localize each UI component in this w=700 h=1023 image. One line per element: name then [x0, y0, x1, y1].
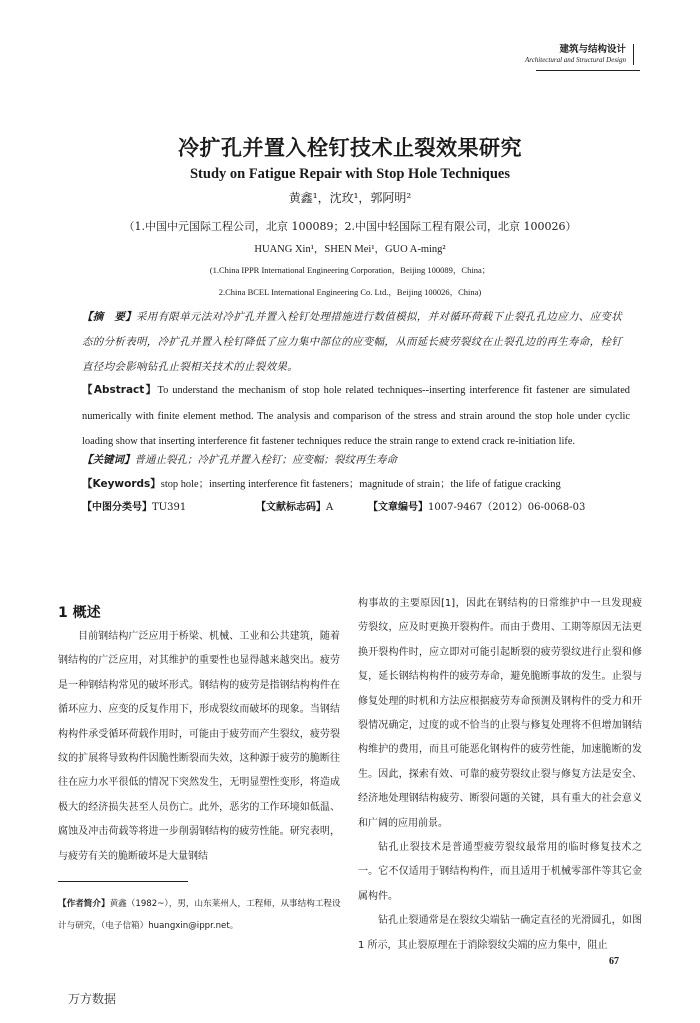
keywords-cn: [82, 452, 630, 467]
affiliations-cn: （1.中国中元国际工程公司，北京 100089；2.中国中轻国际工程有限公司，北京 100026）: [123, 220, 577, 233]
header-rule: [536, 70, 640, 71]
body-paragraph: 构事故的主要原因[1]，因此在钢结构的日常维护中一旦发现疲劳裂纹，应及时更换开裂构件。而由于费用、工期等原因无法更换开裂构件时，应立即对可能引起断裂的疲劳裂纹进行止裂和修复，延长钢结构构件的疲劳寿命，避免脆断事故的发生。止裂与修复处理的时机和方法应根据疲劳寿命预测及钢构件的受力和开裂情况确定，过度的或不恰当的止裂与修复处理将不但增加钢结构维护的费用，而且可能恶化钢构件的疲劳性能，加速脆断的发生。因此，探索有效、可靠的疲劳裂纹止裂与修复方法是安全、经济地处理钢结构疲劳、断裂问题的关键，具有重大的社会意义和广阔的应用前景。: [358, 598, 642, 829]
paper-title-cn: 冷扩孔并置入栓钉技术止裂效果研究: [178, 136, 522, 160]
section-heading-overview: 1 概述: [58, 605, 101, 621]
body-column-left: [58, 625, 340, 869]
footnote-text: 黄鑫（1982~），男，山东莱州人，工程师，从事结构工程设计与研究，（电子信箱）huangxin@ippr.net。: [58, 899, 341, 931]
authors-cn: 黄鑫¹，沈玫¹，郭阿明²: [288, 191, 412, 205]
body-paragraph: 钻孔止裂通常是在裂纹尖端钻一确定直径的光滑圆孔，如图 1 所示，其止裂原理在于消除裂纹尖端的应力集中，阻止: [358, 915, 642, 951]
keywords-cn-tag: 【关键词】: [82, 454, 135, 466]
clc-number: 【中图分类号】TU391: [82, 502, 187, 513]
abstract-en-tag: 【Abstract】: [82, 384, 158, 396]
paper-title-en: Study on Fatigue Repair with Stop Hole Techniques: [189, 166, 510, 182]
footnote-tag: 【作者简介】: [58, 899, 110, 909]
page-number: 67: [609, 956, 619, 967]
abstract-cn-text: 采用有限单元法对冷扩孔并置入栓钉处理措施进行数值模拟，并对循环荷载下止裂孔孔边应力、应变状态的分析表明，冷扩孔并置入栓钉降低了应力集中部位的应变幅，从而延长疲劳裂纹在止裂孔边的再生寿命，栓钉直径均会影响钻孔止裂相关技术的止裂效果。: [82, 311, 622, 373]
abstract-cn-tag: 【摘 要】: [82, 311, 136, 323]
author-footnote: [58, 893, 342, 937]
body-column-right: [358, 592, 642, 958]
authors-en: HUANG Xin¹，SHEN Mei¹，GUO A-ming²: [254, 244, 446, 255]
abstract-en: [82, 378, 630, 455]
watermark: 万方数据: [68, 992, 117, 1006]
running-header-en: Architectural and Structural Design: [524, 56, 626, 64]
running-header-cn: 建筑与结构设计: [559, 44, 626, 55]
article-number: 【文章编号】1007-9467（2012）06-0068-03: [368, 502, 586, 513]
affiliations-en-1: (1.China IPPR International Engineering Corporation，Beijing 100089，China；: [209, 265, 491, 275]
footnote-rule: [58, 881, 188, 882]
keywords-cn-text: 普通止裂孔；冷扩孔并置入栓钉；应变幅；裂纹再生寿命: [134, 454, 397, 466]
affiliations-en-2: 2.China BCEL International Engineering Co. Ltd.，Beijing 100026，China): [218, 287, 482, 297]
keywords-en-text: stop hole；inserting interference fit fasteners；magnitude of strain；the life of fatigue cracking: [160, 479, 561, 490]
body-paragraph: 钻孔止裂技术是普通型疲劳裂纹最常用的临时修复技术之一。它不仅适用于钢结构构件，而且适用于机械零部件等其它金属构件。: [358, 842, 642, 902]
keywords-en-tag: 【Keywords】: [82, 478, 161, 490]
keywords-en: [82, 475, 630, 491]
document-code: 【文献标志码】A: [256, 502, 334, 513]
abstract-en-text: To understand the mechanism of stop hole related techniques--inserting interference fit fastener are simulated numerically with finite element method. The analysis and comparison of the stress and strain around the stop hole under cyclic loading show that inserting interference fit fastener techniques reduce the strain range to extend crack re-initiation life.: [82, 385, 631, 447]
abstract-cn: [82, 305, 630, 380]
body-paragraph: 目前钢结构广泛应用于桥梁、机械、工业和公共建筑，随着钢结构的广泛应用，对其维护的重要性也显得越来越突出。疲劳是一种钢结构常见的破坏形式。钢结构的疲劳是指钢结构构件在循环应力、应变的反复作用下，形成裂纹而破坏的现象。当钢结构构件承受循环荷载作用时，可能由于疲劳而产生裂纹，疲劳裂纹的扩展将导致构件因脆性断裂而失效，这种源于疲劳的脆断往往在应力水平很低的情况下突然发生，无明显塑性变形，将造成极大的经济损失甚至人员伤亡。此外，恶劣的工作环境如低温、腐蚀及冲击荷载等将进一步削弱钢结构的疲劳性能。研究表明，与疲劳有关的脆断破坏是大量钢结: [58, 631, 340, 862]
running-header: [525, 44, 634, 65]
